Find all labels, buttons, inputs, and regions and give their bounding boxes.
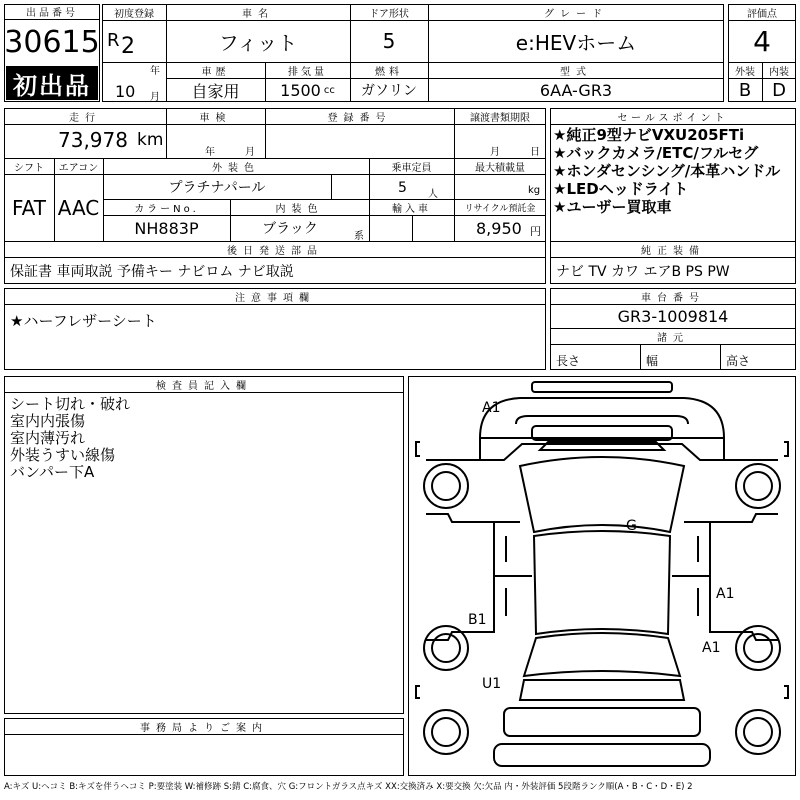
office-label: 事務局よりご案内 — [140, 722, 268, 734]
damage-mark: A1 — [702, 640, 721, 656]
length-label: 長さ — [556, 354, 581, 368]
int-color-unit: 系 — [354, 231, 364, 242]
history-label: 車歴 — [201, 66, 230, 78]
door-type: 5 — [382, 29, 396, 53]
model: 6AA-GR3 — [539, 80, 613, 100]
shift: FAT — [11, 195, 46, 220]
transfer-day-unit: 日 — [530, 147, 540, 158]
first-listing-badge: 初出品 — [6, 66, 98, 100]
chassis-label: 車台番号 — [641, 292, 705, 304]
insp-year-unit: 年 — [205, 147, 215, 158]
legend: A:キズ U:ヘコミ B:キズを伴うヘコミ P:要塗装 W:補修跡 S:錆 C:腐食、穴 G:フロントガラス点キズ XX:交換済み X:要交換 欠:欠品 内・外装評価 5段階ランク順(A・B・C・D・E) 2 — [4, 782, 693, 792]
later-parts-label: 後日発送部品 — [227, 245, 323, 257]
reg-era: R — [107, 30, 120, 51]
capacity-unit: 人 — [428, 189, 438, 200]
load-unit: kg — [528, 185, 541, 196]
import-label: 輸入車 — [392, 203, 431, 215]
ext-label: 外装 — [735, 66, 755, 78]
reg-label: 初度登録 — [114, 8, 154, 20]
notes-text: ★ハーフレザーシート — [10, 312, 157, 330]
damage-mark: B1 — [468, 612, 487, 628]
door-label: ドア形状 — [369, 8, 409, 20]
sales-label: セールスポイント — [617, 112, 729, 124]
mileage-unit: km — [137, 130, 164, 150]
capacity-label: 乗車定員 — [391, 162, 432, 174]
score: 4 — [753, 24, 771, 58]
transfer-month-unit: 月 — [490, 147, 500, 158]
equip: ナビ TV カワ エアB PS PW — [556, 264, 730, 280]
sales-point: ★ホンダセンシング/本革ハンドル — [553, 162, 781, 180]
recycle: 8,950 — [476, 219, 522, 238]
mileage-label: 走行 — [69, 112, 101, 124]
ac-label: エアコン — [58, 162, 99, 174]
height-label: 高さ — [726, 354, 751, 368]
color-no-label: カラーNo. — [134, 203, 199, 215]
inspection-label: 車検 — [199, 112, 232, 124]
sales-point: ★純正9型ナビVXU205FTi — [553, 126, 745, 144]
damage-mark: A1 — [482, 400, 501, 416]
model-label: 型式 — [560, 66, 592, 78]
recycle-unit: 円 — [530, 225, 541, 238]
lot-label: 出品番号 — [4, 4, 100, 20]
reg-no-label: 登録番号 — [327, 112, 392, 124]
history: 自家用 — [191, 81, 240, 101]
inspector-line: 室内内張傷 — [10, 412, 86, 430]
sales-points — [553, 126, 795, 216]
inspector-line: シート切れ・破れ — [10, 395, 131, 413]
int-color-label: 内装色 — [275, 203, 324, 215]
score-label: 評価点 — [747, 8, 777, 20]
width-label: 幅 — [646, 354, 659, 368]
displacement — [265, 78, 350, 102]
ext-color-label: 外装色 — [212, 162, 260, 174]
equip-label: 純正装備 — [641, 245, 705, 257]
int-color: ブラック — [262, 221, 318, 237]
fuel: ガソリン — [361, 83, 417, 99]
dims-label: 諸元 — [657, 332, 689, 344]
disp-value: 1500 — [280, 80, 321, 100]
shift-label: シフト — [14, 162, 44, 174]
car-name: フィット — [218, 30, 298, 55]
sales-point: ★バックカメラ/ETC/フルセグ — [553, 144, 759, 162]
int-score: D — [772, 79, 786, 101]
lot-number: 30615 — [4, 24, 100, 60]
inspector-line: バンパー下A — [10, 463, 95, 481]
chassis-number: GR3-1009814 — [617, 306, 729, 326]
reg-year-unit: 年 — [150, 66, 160, 77]
damage-mark: U1 — [482, 676, 502, 692]
disp-unit: cc — [323, 84, 335, 96]
damage-mark: G — [626, 518, 637, 534]
fuel-label: 燃料 — [375, 66, 403, 78]
ac: AAC — [57, 195, 100, 220]
grade-label: グレード — [544, 8, 608, 20]
reg-month: 10 — [115, 82, 136, 101]
inspector-line: 室内薄汚れ — [10, 429, 86, 447]
insp-month-unit: 月 — [245, 147, 255, 158]
inspector-lines — [10, 396, 130, 481]
disp-label: 排気量 — [288, 66, 327, 78]
grade: e:HEVホーム — [515, 30, 637, 55]
load-label: 最大積載量 — [475, 162, 525, 174]
color-no: NH883P — [134, 218, 199, 238]
notes-label: 注意事項欄 — [235, 292, 315, 304]
reg-month-unit: 月 — [150, 92, 160, 103]
sales-point: ★LEDヘッドライト — [553, 180, 689, 198]
recycle-label: リサイクル預託金 — [464, 203, 536, 214]
name-label: 車名 — [242, 8, 274, 20]
inspector-line: 外装うすい線傷 — [10, 446, 116, 464]
capacity: 5 — [398, 180, 407, 196]
car-diagram — [408, 376, 796, 776]
int-label: 内装 — [769, 66, 789, 78]
later-parts: 保証書 車両取説 予備キー ナビロム ナビ取説 — [10, 264, 294, 280]
transfer-label: 譲渡書類期限 — [470, 112, 530, 124]
ext-score: B — [738, 79, 752, 101]
damage-mark: A1 — [716, 586, 735, 602]
ext-color: プラチナパール — [168, 179, 266, 196]
sales-point: ★ユーザー買取車 — [553, 198, 672, 216]
inspector-label: 検査員記入欄 — [156, 380, 252, 392]
reg-year: 2 — [121, 34, 135, 59]
mileage: 73,978 — [58, 128, 128, 152]
